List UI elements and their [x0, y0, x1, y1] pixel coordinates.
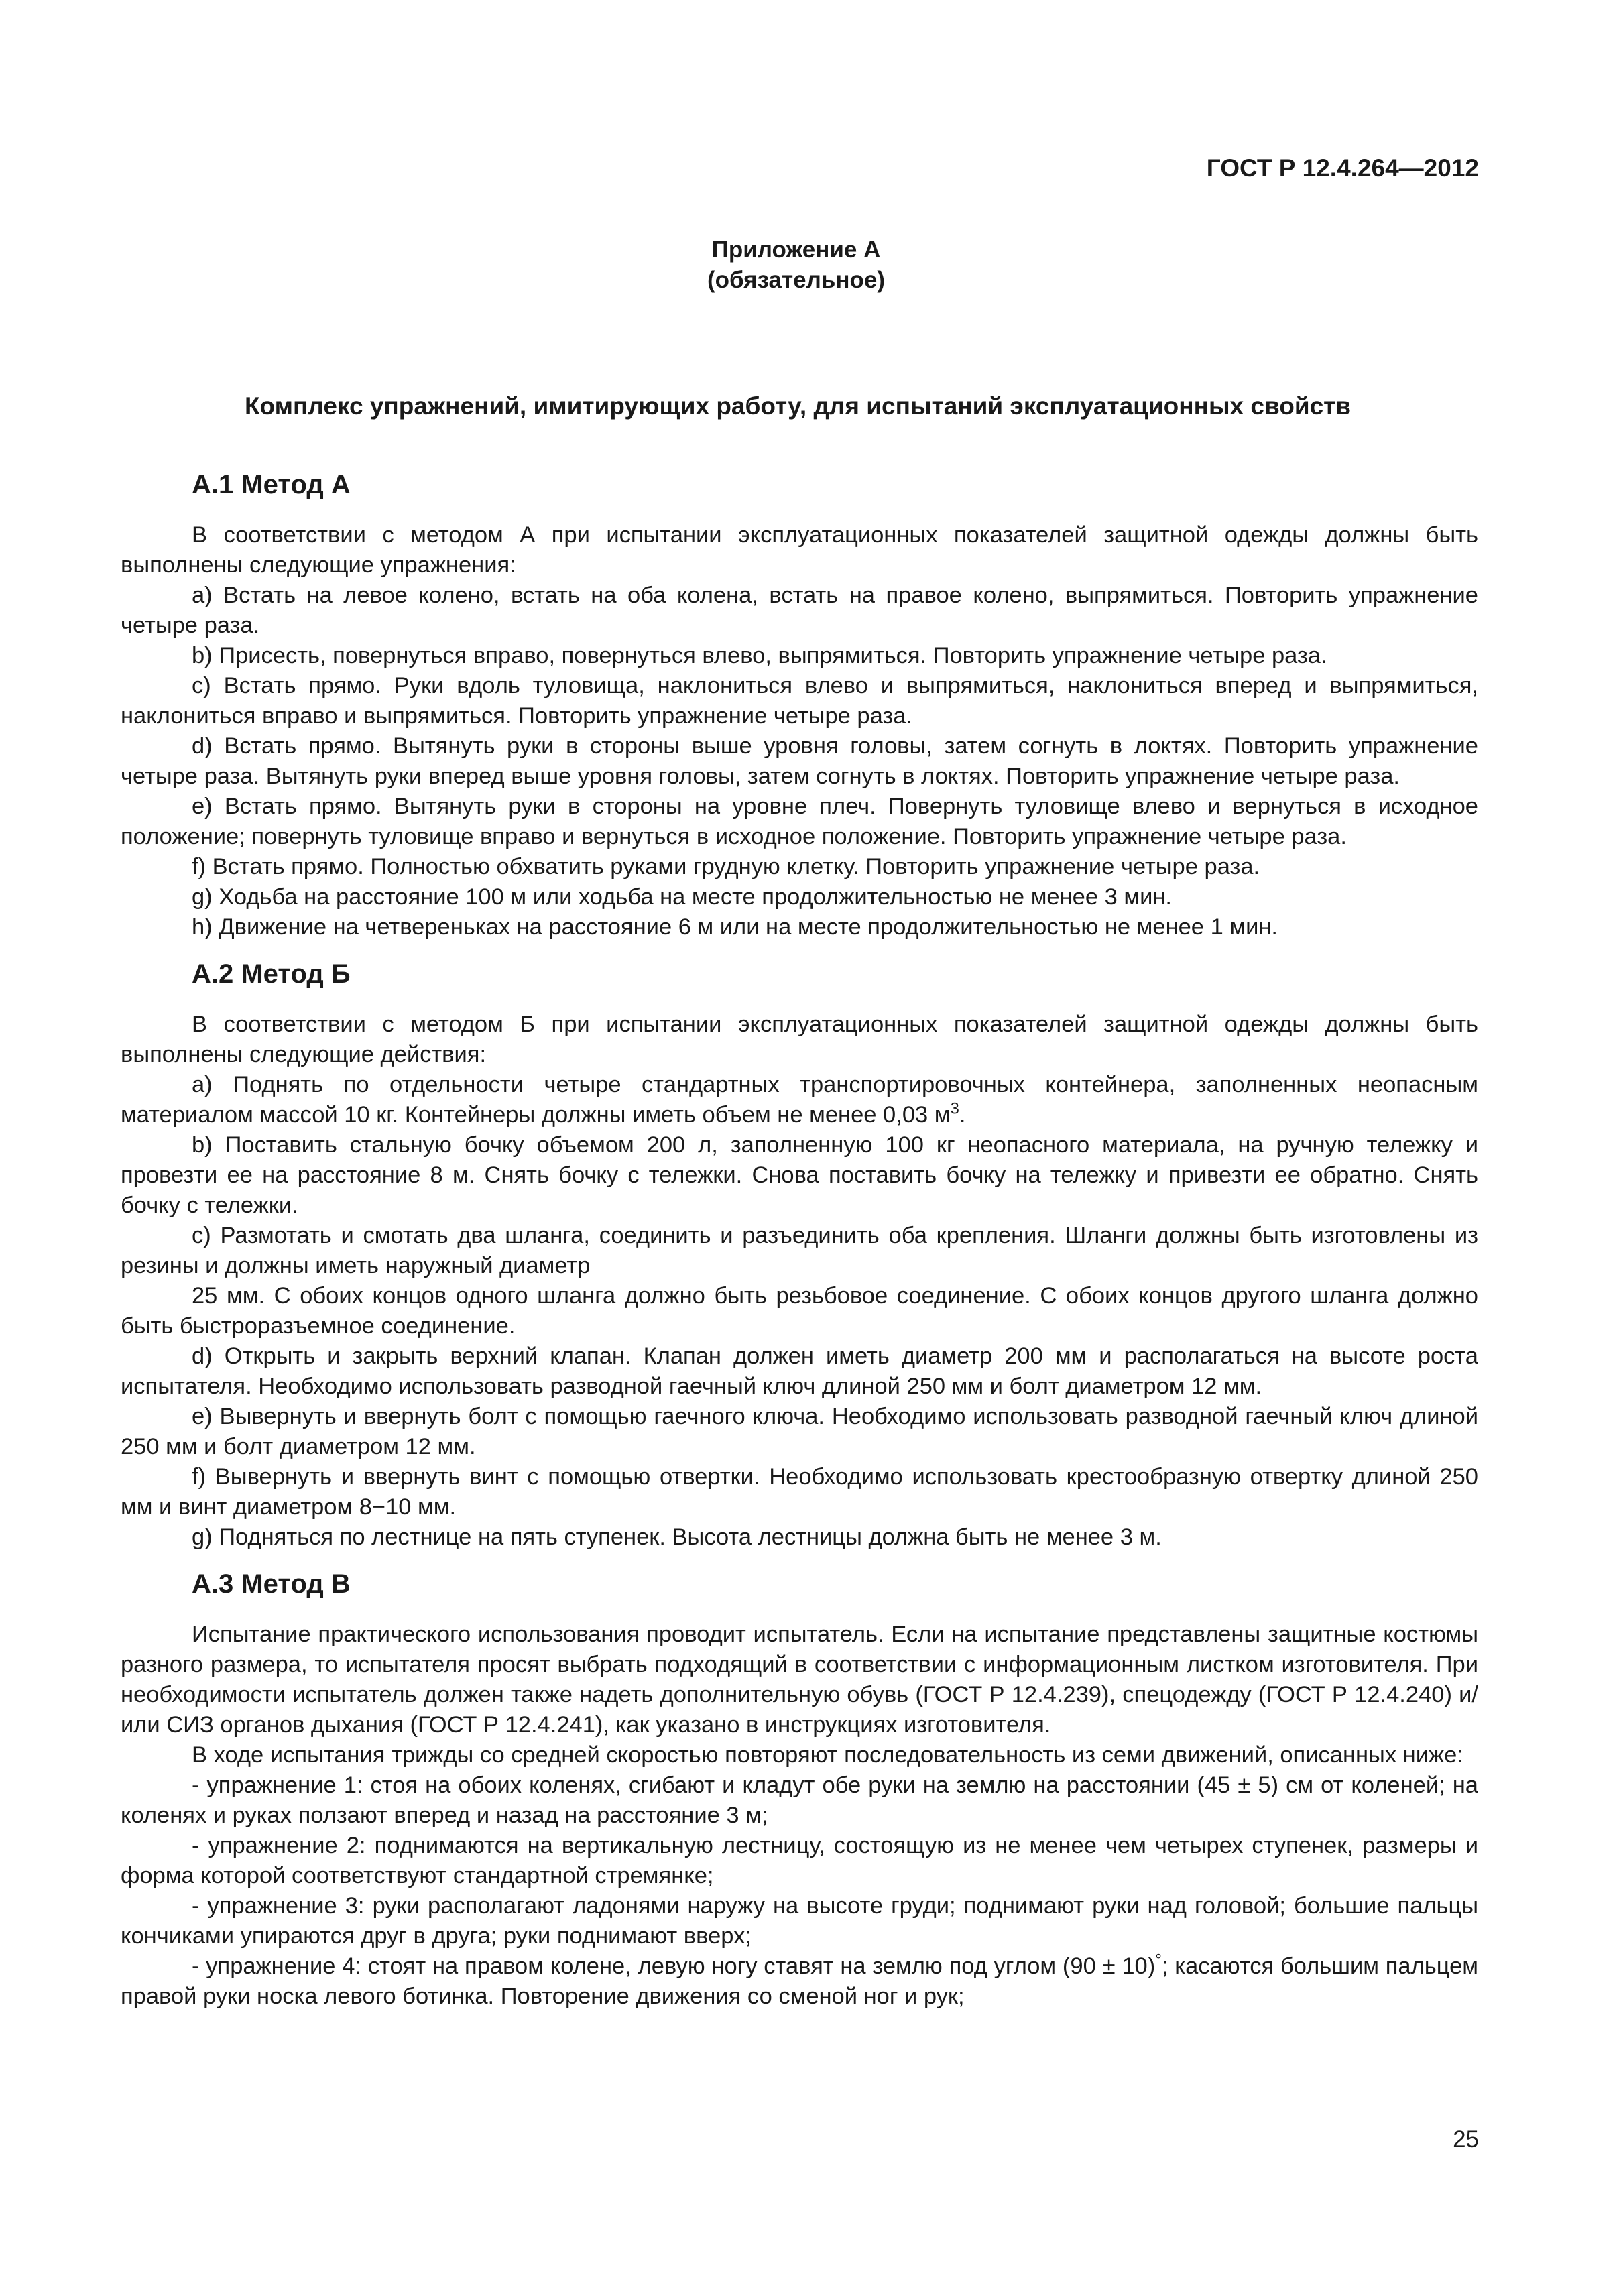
paragraph: В ходе испытания трижды со средней скоростью повторяют последовательность из семи движений, описанных ниже: [192, 1742, 1463, 1768]
list-item [121, 1070, 1478, 1130]
list-item: b) Присесть, повернуться вправо, повернуться влево, выпрямиться. Повторить упражнение четыре раза. [192, 643, 1327, 668]
paragraph: Испытание практического использования проводит испытатель. Если на испытание представлены защитные костюмы разного размера, то испытателя просят выбрать подходящий в соответствии с информационным листком изготовителя. При необходимости испытатель должен также надеть дополнительную обувь (ГОСТ Р 12.4.239), спецодежду (ГОСТ Р 12.4.240) и/или СИЗ органов дыхания (ГОСТ Р 12.4.241), как указано в инструкциях изготовителя. [121, 1622, 1478, 1738]
paragraph: В соответствии с методом Б при испытании эксплуатационных показателей защитной одежды должны быть выполнены следующие действия: [121, 1012, 1478, 1067]
list-item-text: - упражнение 4: стоят на правом колене, левую ногу ставят на землю под углом (90 ± 10) [192, 1953, 1156, 1979]
section-title: А.2 Метод Б [192, 959, 351, 989]
cubic-superscript: 3 [950, 1099, 959, 1118]
list-item: c) Встать прямо. Руки вдоль туловища, наклониться влево и выпрямиться, наклониться вперед и выпрямиться, наклониться вправо и выпрямиться. Повторить упражнение четыре раза. [121, 673, 1478, 729]
list-item-continuation: 25 мм. С обоих концов одного шланга должно быть резьбовое соединение. С обоих концов другого шланга должно быть быстроразъемное соединение. [121, 1283, 1478, 1339]
list-item: e) Вывернуть и ввернуть болт с помощью гаечного ключа. Необходимо использовать разводной гаечный ключ длиной 250 мм и болт диаметром 12 мм. [121, 1404, 1478, 1459]
list-item [121, 1951, 1478, 2012]
annex-heading [0, 235, 1592, 295]
section-method-v [121, 1567, 1478, 2012]
sentence-end: . [959, 1102, 966, 1128]
list-item: b) Поставить стальную бочку объемом 200 л, заполненную 100 кг неопасного материала, на ручную тележку и провезти ее на расстояние 8 м. Снять бочку с тележки. Снова поставить бочку на тележку и привезти ее обратно. Снять бочку с тележки. [121, 1132, 1478, 1218]
list-item: g) Подняться по лестнице на пять ступенек. Высота лестницы должна быть не менее 3 м. [192, 1524, 1162, 1550]
standard-code: ГОСТ Р 12.4.264—2012 [1206, 154, 1479, 182]
document-body [121, 468, 1478, 2027]
list-item: c) Размотать и смотать два шланга, соединить и разъединить оба крепления. Шланги должны быть изготовлены из резины и должны иметь наружный диаметр [121, 1223, 1478, 1278]
section-method-a [121, 468, 1478, 943]
page-number: 25 [1453, 2126, 1479, 2153]
degree-mark: ° [1155, 1951, 1162, 1970]
section-title: А.1 Метод А [192, 470, 351, 499]
list-item: - упражнение 1: стоя на обоих коленях, сгибают и кладут обе руки на землю на расстоянии (45 ± 5) см от коленей; на коленях и руках ползают вперед и назад на расстояние 3 м; [121, 1772, 1478, 1828]
list-item-text-continued: ; касаются большим пальцем правой руки носка левого ботинка. Повторение движения со сменой ног и рук; [121, 1953, 1478, 2009]
section-method-b [121, 957, 1478, 1553]
paragraph: В соответствии с методом А при испытании эксплуатационных показателей защитной одежды должны быть выполнены следующие упражнения: [121, 522, 1478, 578]
annex-title: Приложение А [711, 237, 881, 263]
list-item: - упражнение 3: руки располагают ладонями наружу на высоте груди; поднимают руки над головой; большие пальцы кончиками упираются друг в друга; руки поднимают вверх; [121, 1893, 1478, 1949]
list-item: - упражнение 2: поднимаются на вертикальную лестницу, состоящую из не менее чем четырех ступенек, размеры и форма которой соответствуют стандартной стремянке; [121, 1833, 1478, 1888]
list-item-text: a) Поднять по отдельности четыре стандартных транспортировочных контейнера, заполненных неопасным материалом массой 10 кг. Контейнеры должны иметь объем не менее 0,03 м [121, 1072, 1478, 1128]
list-item: e) Встать прямо. Вытянуть руки в стороны на уровне плеч. Повернуть туловище влево и вернуться в исходное положение; повернуть туловище вправо и вернуться в исходное положение. Повторить упражнение четыре раза. [121, 794, 1478, 849]
section-title: А.3 Метод В [192, 1569, 351, 1599]
list-item: f) Встать прямо. Полностью обхватить руками грудную клетку. Повторить упражнение четыре раза. [192, 854, 1260, 880]
list-item: a) Встать на левое колено, встать на оба колена, встать на правое колено, выпрямиться. Повторить упражнение четыре раза. [121, 583, 1478, 638]
list-item: g) Ходьба на расстояние 100 м или ходьба на месте продолжительностью не менее 3 мин. [192, 884, 1173, 910]
list-item: d) Открыть и закрыть верхний клапан. Клапан должен иметь диаметр 200 мм и располагаться на высоте роста испытателя. Необходимо использовать разводной гаечный ключ длиной 250 мм и болт диаметром 12 мм. [121, 1343, 1478, 1399]
document-title: Комплекс упражнений, имитирующих работу, для испытаний эксплуатационных свойств [244, 392, 1351, 420]
annex-status: (обязательное) [707, 267, 885, 293]
list-item: h) Движение на четвереньках на расстояние 6 м или на месте продолжительностью не менее 1 мин. [192, 914, 1278, 940]
list-item: d) Встать прямо. Вытянуть руки в стороны выше уровня головы, затем согнуть в локтях. Повторить упражнение четыре раза. Вытянуть руки вперед выше уровня головы, затем согнуть в локтях. Повторить упражнение четыре раза. [121, 733, 1478, 789]
list-item: f) Вывернуть и ввернуть винт с помощью отвертки. Необходимо использовать крестообразную отвертку длиной 250 мм и винт диаметром 8−10 мм. [121, 1464, 1478, 1520]
